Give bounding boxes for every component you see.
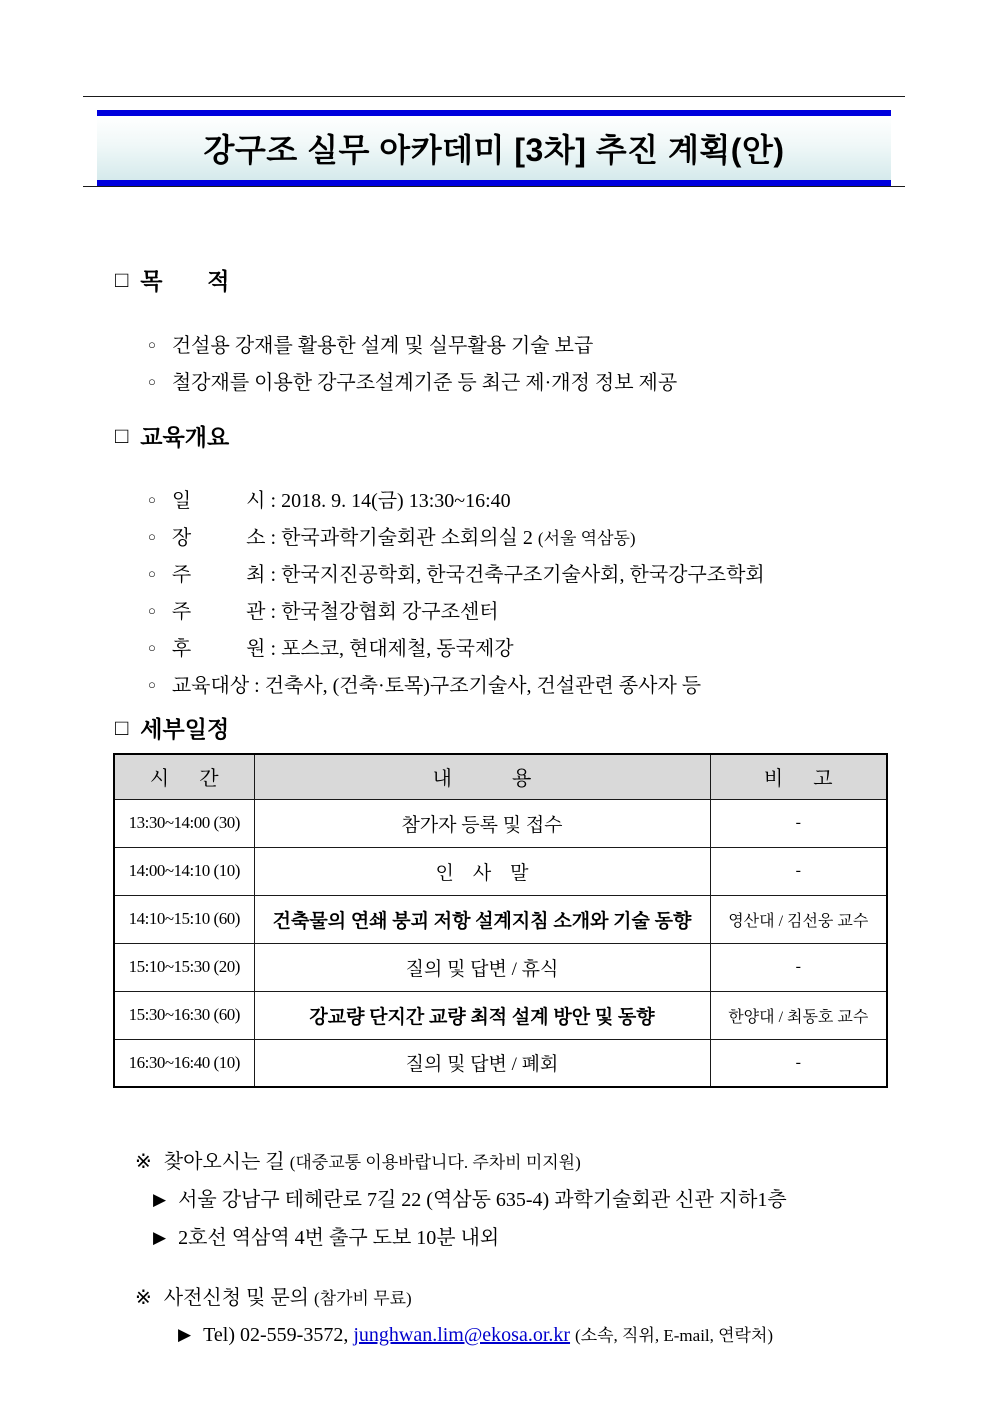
- overview-heading: [115, 419, 229, 452]
- reference-mark-icon: ※: [135, 1287, 152, 1309]
- time-cell: 15:30~16:30 (60): [114, 991, 254, 1039]
- time-cell: 13:30~14:00 (30): [114, 799, 254, 847]
- directions-heading-label: 찾아오시는 길: [163, 1151, 285, 1173]
- colon: :: [254, 675, 260, 697]
- directions-item-text: 2호선 역삼역 4번 출구 도보 10분 내외: [178, 1227, 500, 1249]
- reference-mark-icon: ※: [135, 1151, 152, 1173]
- overview-item-label: 장 소: [171, 527, 266, 549]
- square-bullet-icon: □: [115, 266, 129, 292]
- square-bullet-icon: □: [115, 714, 129, 740]
- overview-item-value: 한국과학기술회관 소회의실 2: [281, 527, 533, 549]
- telephone-number: Tel) 02-559-3572,: [203, 1324, 349, 1346]
- circle-bullet-icon: ○: [148, 337, 156, 352]
- contact-line: [158, 1298, 773, 1370]
- content-column-header: 내 용: [254, 754, 710, 799]
- application-heading-note: (참가비 무료): [314, 1289, 412, 1308]
- time-cell: 14:10~15:10 (60): [114, 895, 254, 943]
- purpose-item: [128, 343, 677, 418]
- circle-bullet-icon: ○: [148, 529, 156, 544]
- colon: :: [270, 490, 277, 512]
- content-cell: 질의 및 답변 / 휴식: [254, 943, 710, 991]
- email-link[interactable]: junghwan.lim@ekosa.or.kr: [353, 1324, 571, 1346]
- purpose-item-text: 철강재를 이용한 강구조설계기준 등 최근 제·개정 정보 제공: [171, 372, 678, 394]
- colon: :: [270, 638, 277, 660]
- square-bullet-icon: □: [115, 422, 129, 448]
- table-row: [114, 1039, 887, 1087]
- overview-item-value: 2018. 9. 14(금) 13:30~16:40: [281, 490, 511, 512]
- circle-bullet-icon: ○: [148, 374, 156, 389]
- table-row: [114, 991, 887, 1039]
- table-row: [114, 799, 887, 847]
- triangle-bullet-icon: ▶: [178, 1325, 192, 1344]
- content-cell: 인 사 말: [254, 847, 710, 895]
- overview-item-audience: [128, 646, 701, 721]
- circle-bullet-icon: ○: [148, 677, 156, 692]
- contact-suffix: (소속, 직위, E-mail, 연락처): [575, 1326, 774, 1345]
- overview-item-label: 후 원: [171, 638, 266, 660]
- overview-item-label: 교육대상: [171, 675, 250, 697]
- colon: :: [270, 601, 277, 623]
- page-title: 강구조 실무 아카데미 [3차] 추진 계획(안): [203, 132, 785, 168]
- directions-heading-note: (대중교통 이용바랍니다. 주차비 미지원): [289, 1153, 581, 1172]
- application-heading-label: 사전신청 및 문의: [163, 1287, 310, 1309]
- circle-bullet-icon: ○: [148, 640, 156, 655]
- overview-item-note: (서울 역삼동): [537, 529, 636, 548]
- purpose-item-text: 건설용 강재를 활용한 설계 및 실무활용 기술 보급: [171, 335, 594, 357]
- note-cell: 한양대 / 최동호 교수: [710, 991, 887, 1039]
- time-column-header: 시 간: [114, 754, 254, 799]
- purpose-heading: [115, 263, 229, 296]
- note-column-header: 비 고: [710, 754, 887, 799]
- content-cell: 강교량 단지간 교량 최적 설계 방안 및 동향: [254, 991, 710, 1039]
- table-row: [114, 943, 887, 991]
- overview-item-value: 건축사, (건축·토목)구조기술사, 건설관련 종사자 등: [264, 675, 702, 697]
- table-header-row: [114, 754, 887, 799]
- circle-bullet-icon: ○: [148, 603, 156, 618]
- overview-item-label: 주 관: [171, 601, 266, 623]
- time-cell: 16:30~16:40 (10): [114, 1039, 254, 1087]
- content-cell: 참가자 등록 및 접수: [254, 799, 710, 847]
- schedule-table: [113, 753, 888, 1088]
- note-cell: -: [710, 847, 887, 895]
- table-row: [114, 847, 887, 895]
- note-cell: -: [710, 799, 887, 847]
- content-cell: 건축물의 연쇄 붕괴 저항 설계지침 소개와 기술 동향: [254, 895, 710, 943]
- overview-item-value: 한국지진공학회, 한국건축구조기술사회, 한국강구조학회: [281, 564, 765, 586]
- time-cell: 14:00~14:10 (10): [114, 847, 254, 895]
- triangle-bullet-icon: ▶: [153, 1190, 167, 1209]
- directions-item-text: 서울 강남구 테헤란로 7길 22 (역삼동 635-4) 과학기술회관 신관 지하1층: [178, 1189, 787, 1211]
- schedule-heading-label: 세부일정: [140, 716, 230, 742]
- table-row: [114, 895, 887, 943]
- triangle-bullet-icon: ▶: [153, 1228, 167, 1247]
- title-banner-frame: [83, 96, 905, 187]
- overview-item-value: 포스코, 현대제철, 동국제강: [281, 638, 514, 660]
- note-cell: -: [710, 943, 887, 991]
- note-cell: -: [710, 1039, 887, 1087]
- circle-bullet-icon: ○: [148, 492, 156, 507]
- overview-item-label: 일 시: [171, 490, 266, 512]
- overview-item-label: 주 최: [171, 564, 266, 586]
- title-banner: [97, 110, 891, 186]
- schedule-heading: [115, 711, 229, 744]
- overview-item-value: 한국철강협회 강구조센터: [281, 601, 499, 623]
- colon: :: [270, 564, 277, 586]
- content-cell: 질의 및 답변 / 폐회: [254, 1039, 710, 1087]
- overview-heading-label: 교육개요: [140, 424, 230, 450]
- colon: :: [270, 527, 277, 549]
- circle-bullet-icon: ○: [148, 566, 156, 581]
- note-cell: 영산대 / 김선웅 교수: [710, 895, 887, 943]
- purpose-heading-label: 목 적: [140, 268, 230, 294]
- time-cell: 15:10~15:30 (20): [114, 943, 254, 991]
